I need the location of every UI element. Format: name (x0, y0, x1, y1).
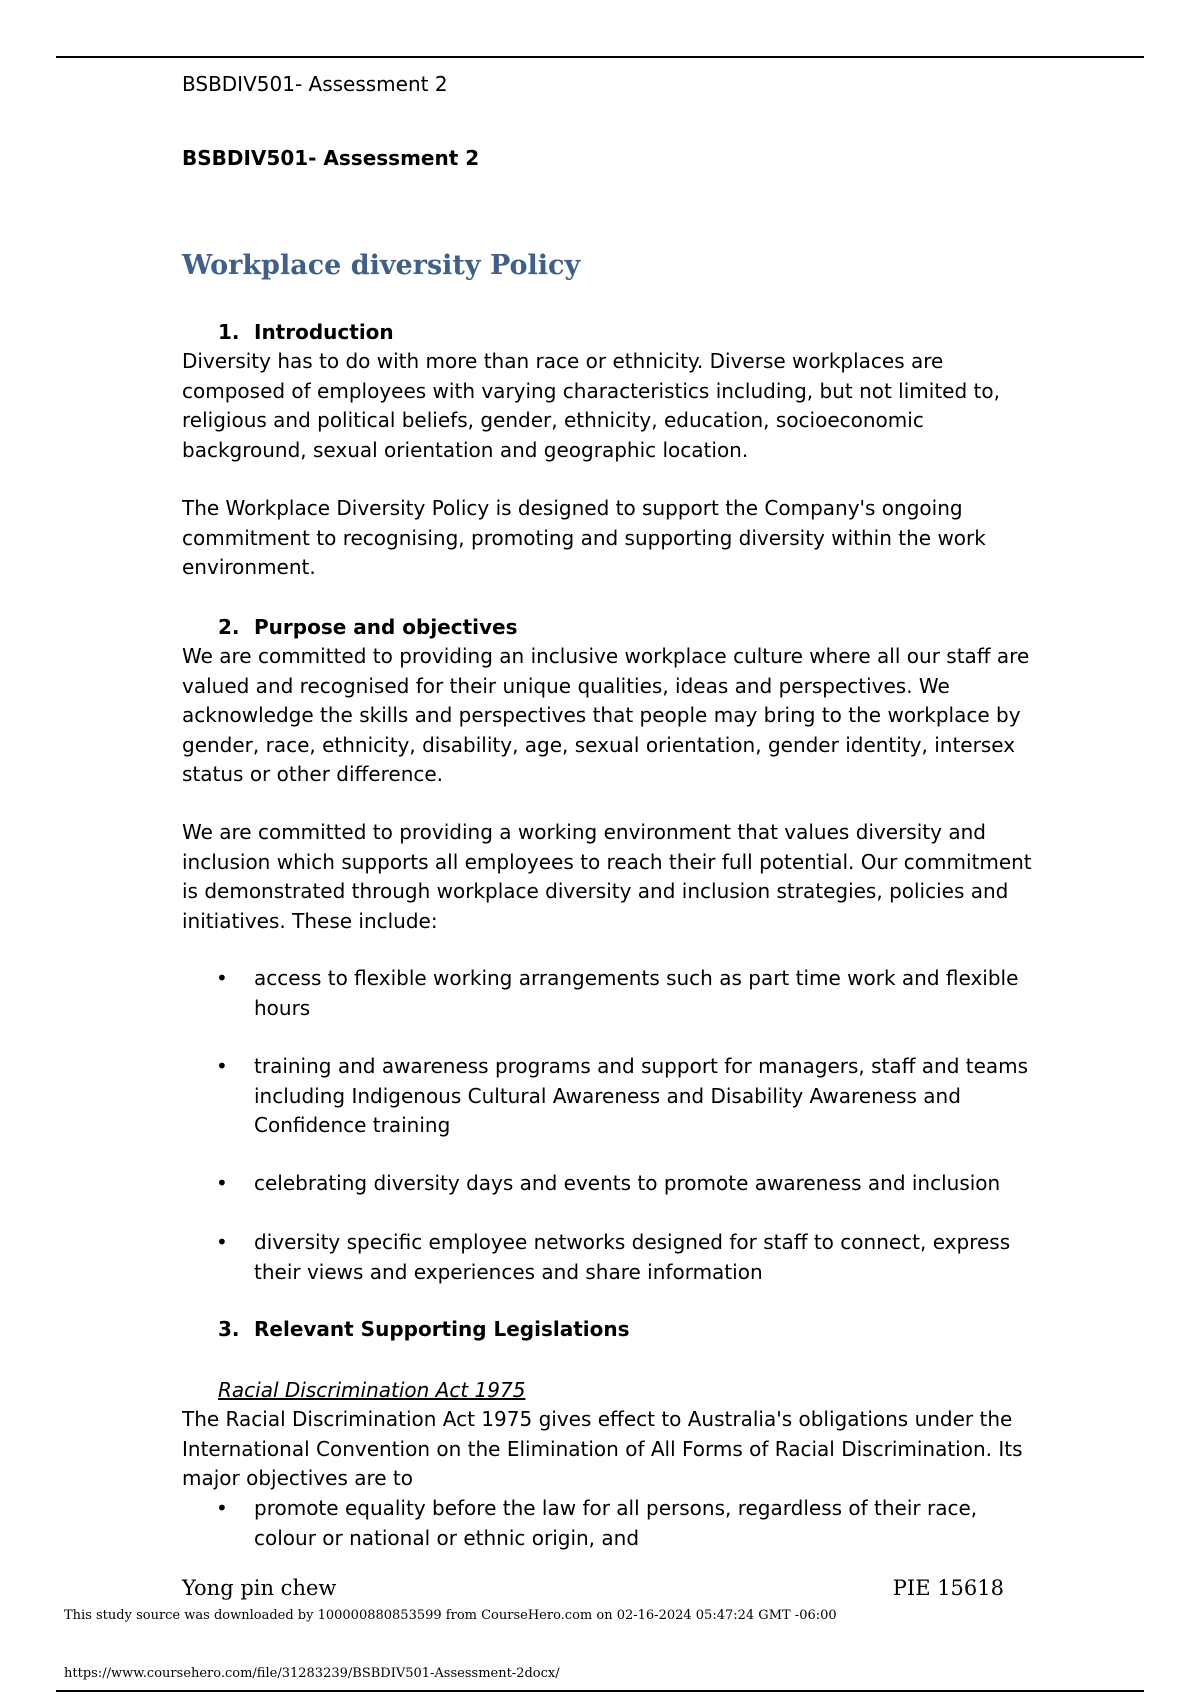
running-header: BSBDIV501- Assessment 2 (182, 72, 448, 96)
bullet-icon: • (216, 1496, 228, 1520)
section-number: 2. (218, 615, 240, 639)
document-heading: BSBDIV501- Assessment 2 (182, 146, 480, 170)
bullet-icon: • (216, 1230, 228, 1254)
list-item-text: celebrating diversity days and events to promote awareness and inclusion (254, 1171, 1001, 1195)
bullet-icon: • (216, 1054, 228, 1078)
list-item-text: diversity specific employee networks designed for staff to connect, express their views and experiences and share information (254, 1230, 1011, 1284)
footer-author: Yong pin chew (182, 1576, 337, 1600)
footer-code: PIE 15618 (892, 1576, 1004, 1600)
act-title: Racial Discrimination Act 1975 (218, 1378, 526, 1402)
paragraph: We are committed to providing an inclusive workplace culture where all our staff are valued and recognised for their unique qualities, ideas and perspectives. We acknowledge the skills and perspectives that people may bring to the workplace by gender, race, ethnicity, disability, age, sexual orientation, gender identity, intersex status or other difference. (182, 644, 1030, 786)
bullet-icon: • (216, 966, 228, 990)
bullet-icon: • (216, 1171, 228, 1195)
section-title: Purpose and objectives (254, 615, 518, 639)
paragraph: Diversity has to do with more than race or ethnicity. Diverse workplaces are composed of employees with varying characteristics including, but not limited to, religious and political beliefs, gender, ethnicity, education, socioeconomic background, sexual orientation and geographic location. (182, 349, 1000, 462)
section-title: Introduction (254, 320, 394, 344)
paragraph: We are committed to providing a working environment that values diversity and inclusion which supports all employees to reach their full potential. Our commitment is demonstrated through workplace diversity and inclusion strategies, policies and initiatives. These include: (182, 820, 1032, 933)
list-item-text: access to flexible working arrangements such as part time work and flexible hours (254, 966, 1019, 1020)
bottom-rule (56, 1690, 1144, 1692)
section-number: 1. (218, 320, 240, 344)
section-number: 3. (218, 1317, 240, 1341)
list-item-text: promote equality before the law for all persons, regardless of their race, colour or national or ethnic origin, and (254, 1496, 978, 1550)
policy-title: Workplace diversity Policy (182, 250, 581, 281)
paragraph: The Racial Discrimination Act 1975 gives effect to Australia's obligations under the International Convention on the Elimination of All Forms of Racial Discrimination. Its major objectives are to (182, 1407, 1023, 1490)
list-item-text: training and awareness programs and support for managers, staff and teams including Indigenous Cultural Awareness and Disability Awareness and Confidence training (254, 1054, 1029, 1137)
top-rule (56, 56, 1144, 58)
source-url[interactable]: https://www.coursehero.com/file/31283239/BSBDIV501-Assessment-2docx/ (64, 1666, 560, 1681)
paragraph: The Workplace Diversity Policy is designed to support the Company's ongoing commitment to recognising, promoting and supporting diversity within the work environment. (182, 496, 986, 579)
section-title: Relevant Supporting Legislations (254, 1317, 630, 1341)
source-note: This study source was downloaded by 100000880853599 from CourseHero.com on 02-16-2024 05:47:24 GMT -06:00 (64, 1608, 837, 1623)
